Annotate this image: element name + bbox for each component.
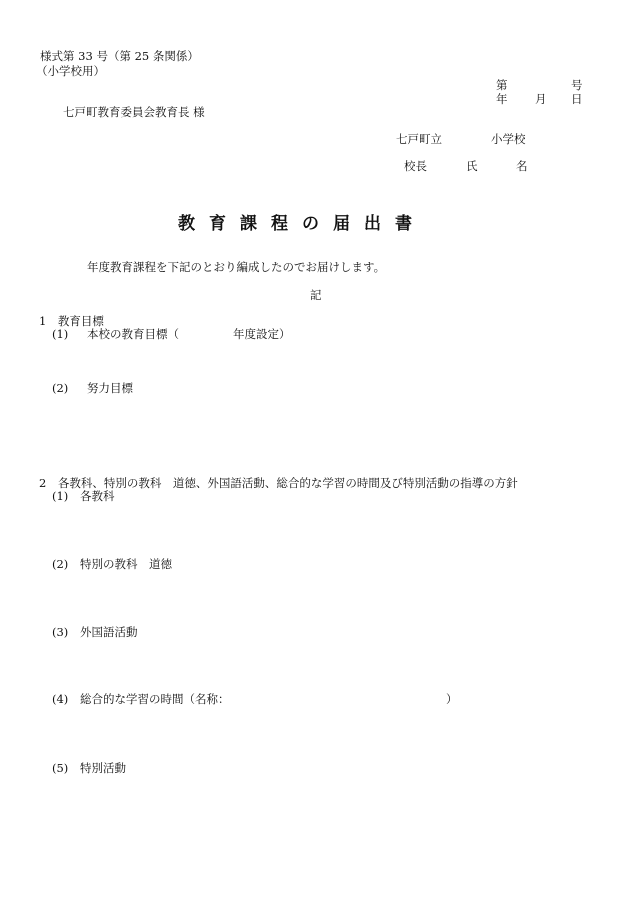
section2-item-num: (4) <box>52 692 69 706</box>
section2-item-label: 特別の教科 道徳 <box>80 557 172 571</box>
sender-school-suffix: 小学校 <box>491 132 526 146</box>
ki-marker: 記 <box>310 288 322 302</box>
form-number: 様式第 33 号（第 25 条関係） <box>40 49 199 63</box>
section1-item1-suffix: 年度設定） <box>233 327 291 341</box>
form-type: （小学校用） <box>36 64 105 78</box>
section2-item-num: (1) <box>52 489 69 503</box>
section1-item1-num: (1) <box>52 327 69 341</box>
intro-text: 年度教育課程を下記のとおり編成したのでお届けします。 <box>87 260 386 274</box>
section2-item-num: (3) <box>52 625 69 639</box>
principal-name-1: 氏 <box>466 159 478 173</box>
principal-name-2: 名 <box>516 159 528 173</box>
date-month: 月 <box>535 92 547 106</box>
date-day: 日 <box>571 92 583 106</box>
doc-number-go: 号 <box>571 78 583 92</box>
section2-item-label: 総合的な学習の時間（名称： <box>80 692 230 706</box>
section1-item1-label: 本校の教育目標（ <box>87 327 179 341</box>
section1-heading: 1 教育目標 <box>39 314 104 328</box>
section2-item-label: 外国語活動 <box>80 625 138 639</box>
document-title: 教育課程の届出書 <box>178 214 426 234</box>
section1-item2-num: (2) <box>52 381 69 395</box>
principal-label: 校長 <box>404 159 427 173</box>
doc-number-dai: 第 <box>496 78 508 92</box>
date-year: 年 <box>496 92 508 106</box>
section1-item2-label: 努力目標 <box>87 381 133 395</box>
addressee: 七戸町教育委員会教育長 様 <box>63 105 205 119</box>
section2-heading: 2 各教科、特別の教科 道徳、外国語活動、総合的な学習の時間及び特別活動の指導の方針 <box>39 476 518 490</box>
section2-item-num: (2) <box>52 557 69 571</box>
section2-item-num: (5) <box>52 761 69 775</box>
section2-item-label: 各教科 <box>80 489 115 503</box>
section2-item-label: 特別活動 <box>80 761 126 775</box>
sender-town-prefix: 七戸町立 <box>396 132 442 146</box>
section2-item-close: ） <box>446 692 458 706</box>
